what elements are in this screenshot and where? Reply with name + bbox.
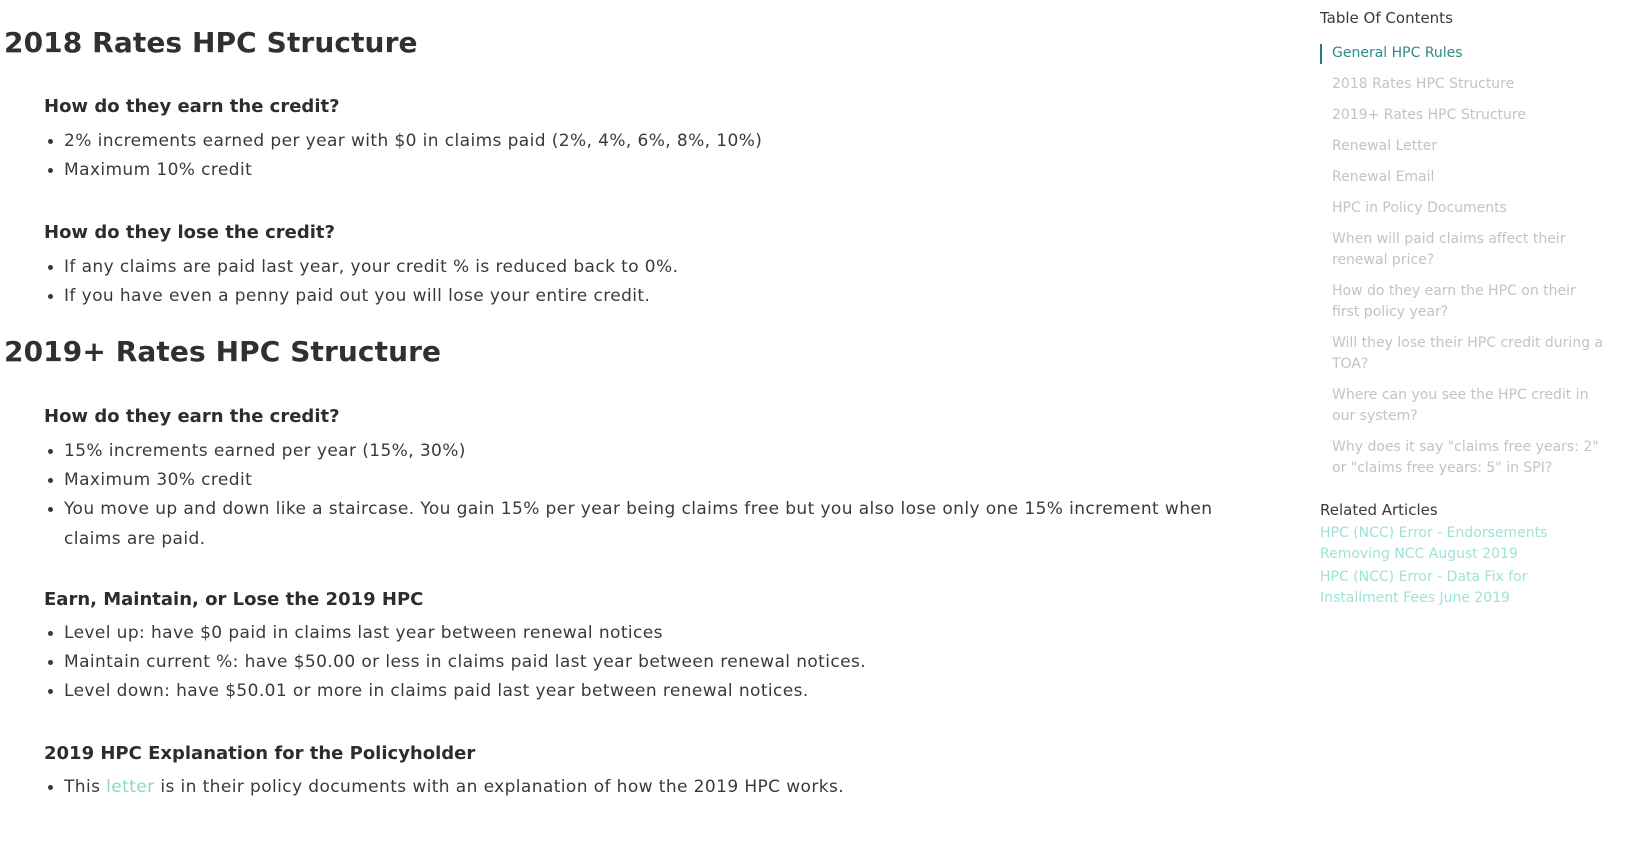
- list-item: 2% increments earned per year with $0 in claims paid (2%, 4%, 6%, 8%, 10%): [64, 126, 1254, 156]
- list-item: Level up: have $0 paid in claims last year between renewal notices: [64, 618, 1254, 648]
- toc-item-renewal-email[interactable]: Renewal Email: [1332, 169, 1435, 185]
- list-item: Maximum 30% credit: [64, 465, 1254, 495]
- toc-item-toa[interactable]: Will they lose their HPC credit during a TOA?: [1332, 335, 1604, 372]
- subheading-earn-credit-2018: How do they earn the credit?: [44, 96, 340, 117]
- related-article-link[interactable]: HPC (NCC) Error - Endorsements Removing NCC August 2019: [1320, 525, 1548, 562]
- list-item-text: is in their policy documents with an explanation of how the 2019 HPC works.: [154, 777, 845, 797]
- toc-item-general-hpc-rules[interactable]: General HPC Rules: [1332, 45, 1463, 61]
- list-item: If you have even a penny paid out you will lose your entire credit.: [64, 281, 1254, 311]
- toc-active-indicator: [1320, 44, 1322, 64]
- toc-item-paid-claims[interactable]: When will paid claims affect their renewal price?: [1332, 231, 1566, 268]
- related-articles-title: Related Articles: [1320, 501, 1438, 519]
- list-item: Maximum 10% credit: [64, 155, 1254, 185]
- section-title-2019: 2019+ Rates HPC Structure: [4, 335, 442, 368]
- subheading-policyholder-explanation: 2019 HPC Explanation for the Policyholder: [44, 743, 476, 764]
- toc-item-renewal-letter[interactable]: Renewal Letter: [1332, 138, 1438, 154]
- list-item-text: This: [64, 777, 107, 797]
- related-article-link[interactable]: HPC (NCC) Error - Data Fix for Installment Fees June 2019: [1320, 569, 1528, 606]
- toc-item-claims-free-years[interactable]: Why does it say "claims free years: 2" or "claims free years: 5" in SPI?: [1332, 439, 1599, 476]
- toc-title: Table Of Contents: [1320, 9, 1453, 27]
- toc-item-2019-rates[interactable]: 2019+ Rates HPC Structure: [1332, 107, 1526, 123]
- toc-item-policy-documents[interactable]: HPC in Policy Documents: [1332, 200, 1507, 216]
- letter-link[interactable]: letter: [106, 777, 155, 797]
- toc-item-first-policy-year[interactable]: How do they earn the HPC on their first policy year?: [1332, 283, 1576, 320]
- toc-item-system[interactable]: Where can you see the HPC credit in our system?: [1332, 387, 1589, 424]
- list-item: You move up and down like a staircase. You gain 15% per year being claims free but you also lose only one 15% increment when claims are paid.: [64, 494, 1254, 554]
- subheading-earn-credit-2019: How do they earn the credit?: [44, 406, 340, 427]
- subheading-earn-maintain-lose: Earn, Maintain, or Lose the 2019 HPC: [44, 589, 424, 610]
- list-item: If any claims are paid last year, your credit % is reduced back to 0%.: [64, 252, 1254, 282]
- list-item: Maintain current %: have $50.00 or less in claims paid last year between renewal notices.: [64, 647, 1254, 677]
- section-title-2018: 2018 Rates HPC Structure: [4, 26, 418, 59]
- list-item: Level down: have $50.01 or more in claims paid last year between renewal notices.: [64, 676, 1254, 706]
- list-item: [64, 772, 1254, 802]
- list-item: 15% increments earned per year (15%, 30%): [64, 436, 1254, 466]
- subheading-lose-credit-2018: How do they lose the credit?: [44, 222, 335, 243]
- toc-item-2018-rates[interactable]: 2018 Rates HPC Structure: [1332, 76, 1515, 92]
